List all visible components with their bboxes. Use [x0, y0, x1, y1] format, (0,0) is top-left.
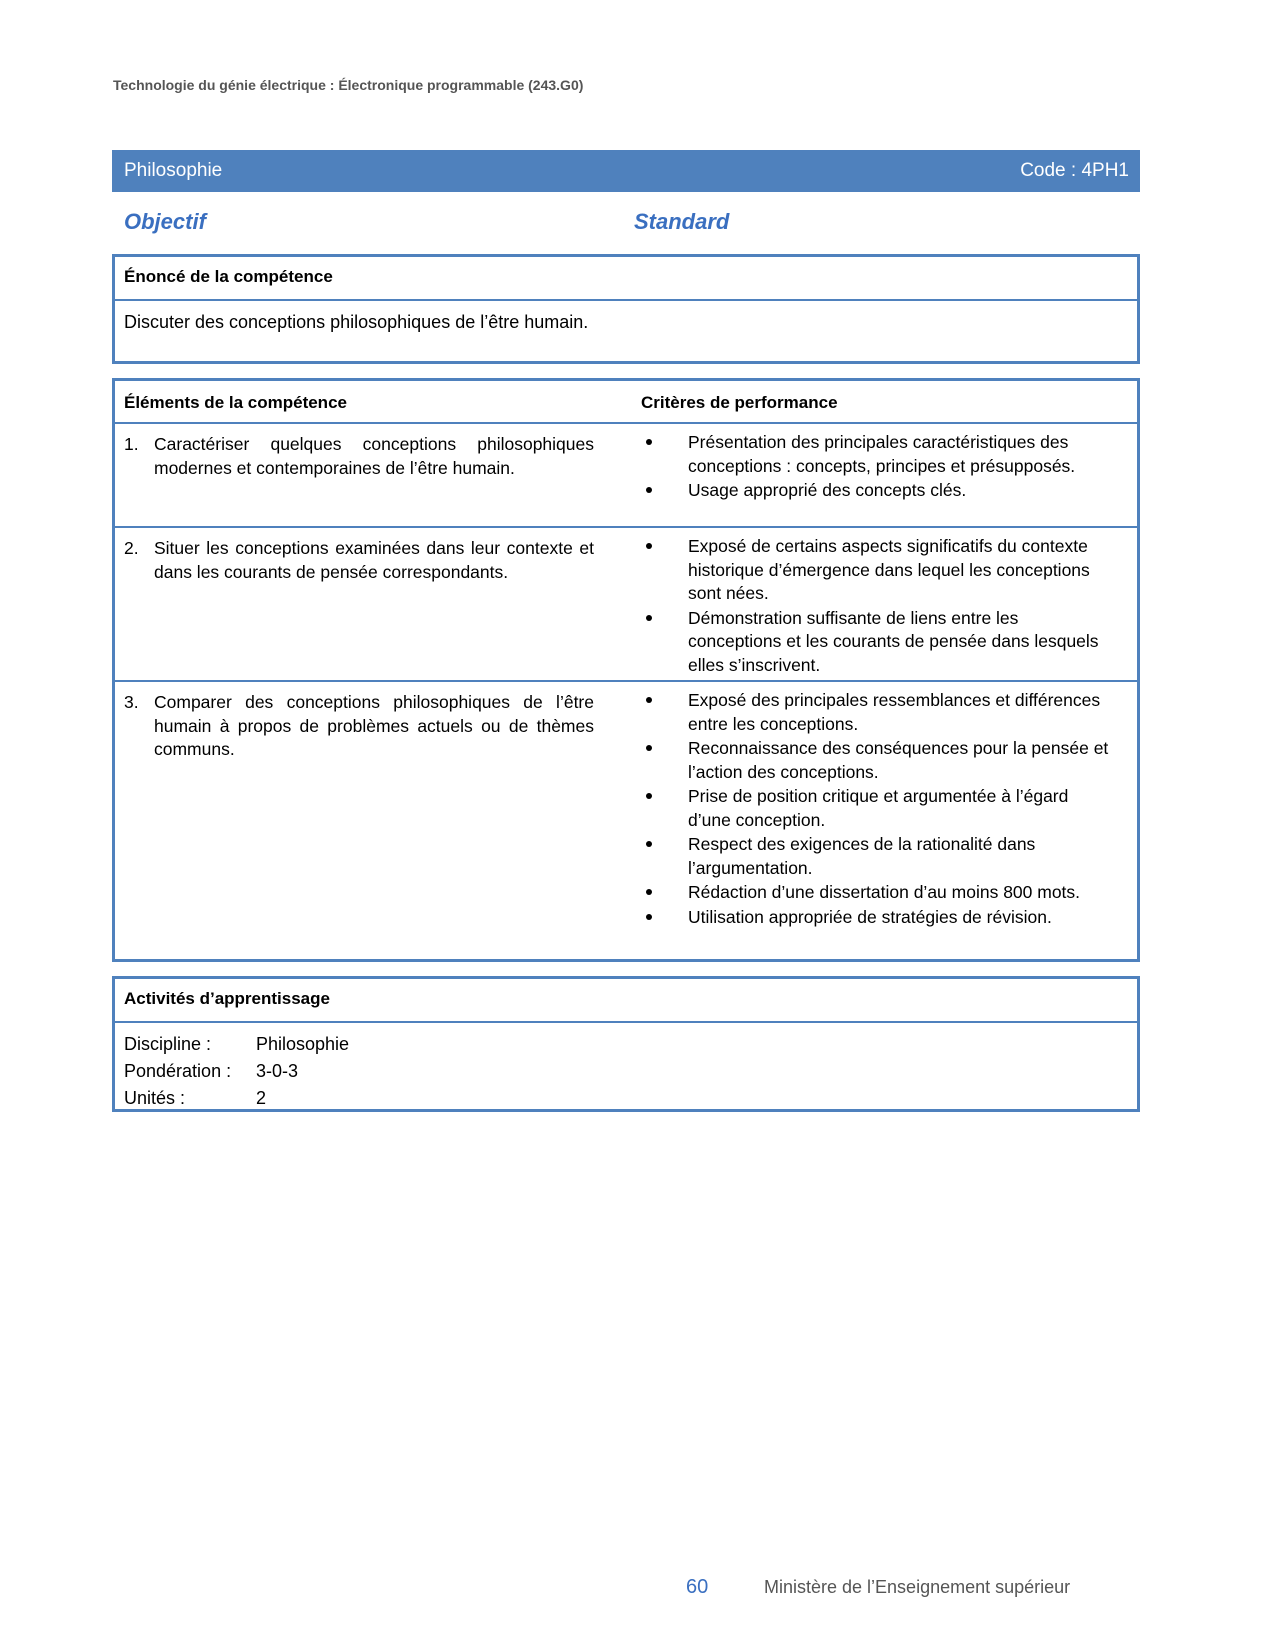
ponderation-line: Pondération : 3-0-3	[124, 1061, 299, 1081]
criterion: Utilisation appropriée de stratégies de révision.	[644, 906, 1114, 930]
element-number: 2.	[124, 538, 139, 558]
ministry-name: Ministère de l’Enseignement supérieur	[764, 1577, 1071, 1597]
activites-box	[112, 976, 1140, 1112]
element-text: Comparer des conceptions philosophiques de l’être humain à propos de problèmes actuels ou de thèmes communs.	[154, 692, 594, 759]
activites-lines	[115, 1023, 1137, 1112]
criterion: Démonstration suffisante de liens entre les conceptions et les courants de pensée dans lesquels elles s’inscrivent.	[644, 607, 1114, 678]
criteria-list-3	[644, 689, 1114, 930]
enonce-text: Discuter des conceptions philosophiques de l’être humain.	[124, 312, 589, 332]
criteria-heading: Critères de performance	[641, 393, 838, 412]
element-text: Caractériser quelques conceptions philosophiques modernes et contemporaines de l’être humain.	[154, 434, 594, 478]
activites-heading: Activités d’apprentissage	[115, 979, 1137, 1023]
bullet-icon	[646, 615, 652, 621]
bullet-icon	[646, 697, 652, 703]
element-number: 1.	[124, 434, 139, 454]
elements-box	[112, 378, 1140, 962]
criterion: Usage approprié des concepts clés.	[644, 479, 1114, 503]
criterion: Reconnaissance des conséquences pour la pensée et l’action des conceptions.	[644, 737, 1114, 784]
element-3	[124, 691, 594, 762]
course-title: Philosophie	[124, 160, 223, 181]
bullet-icon	[646, 439, 652, 445]
bullet-icon	[646, 793, 652, 799]
criterion: Présentation des principales caractéristiques des conceptions : concepts, principes et présupposés.	[644, 431, 1114, 478]
standard-label: Standard	[634, 209, 730, 234]
criterion: Exposé de certains aspects significatifs du contexte historique d’émergence dans lequel les conceptions sont nées.	[644, 535, 1114, 606]
criterion: Respect des exigences de la rationalité dans l’argumentation.	[644, 833, 1114, 880]
criterion: Exposé des principales ressemblances et différences entre les conceptions.	[644, 689, 1114, 736]
discipline-line: Discipline : Philosophie	[124, 1034, 350, 1054]
elements-heading: Éléments de la compétence	[124, 393, 347, 412]
enonce-heading: Énoncé de la compétence	[115, 257, 1137, 301]
objectif-label: Objectif	[124, 209, 206, 234]
elements-header	[115, 381, 1137, 424]
criterion: Prise de position critique et argumentée à l’égard d’une conception.	[644, 785, 1114, 832]
bullet-icon	[646, 841, 652, 847]
page-number: 60	[686, 1576, 709, 1598]
criteria-list-1	[644, 431, 1114, 504]
page-footer	[686, 1576, 1070, 1599]
course-title-bar	[112, 150, 1140, 192]
element-number: 3.	[124, 692, 139, 712]
objectif-standard-row	[124, 209, 1124, 237]
bullet-icon	[646, 543, 652, 549]
bullet-icon	[646, 487, 652, 493]
criterion: Rédaction d’une dissertation d’au moins 800 mots.	[644, 881, 1114, 905]
enonce-box	[112, 254, 1140, 364]
unites-line: Unités : 2	[124, 1088, 267, 1108]
element-row-1	[115, 424, 1137, 528]
element-text: Situer les conceptions examinées dans leur contexte et dans les courants de pensée correspondants.	[154, 538, 594, 582]
course-code: Code : 4PH1	[1020, 160, 1129, 181]
criteria-list-2	[644, 535, 1114, 678]
running-head: Technologie du génie électrique : Électronique programmable (243.G0)	[113, 77, 584, 93]
element-row-2	[115, 528, 1137, 682]
bullet-icon	[646, 745, 652, 751]
element-row-3	[115, 682, 1137, 956]
bullet-icon	[646, 914, 652, 920]
element-1	[124, 433, 594, 480]
bullet-icon	[646, 889, 652, 895]
element-2	[124, 537, 594, 584]
